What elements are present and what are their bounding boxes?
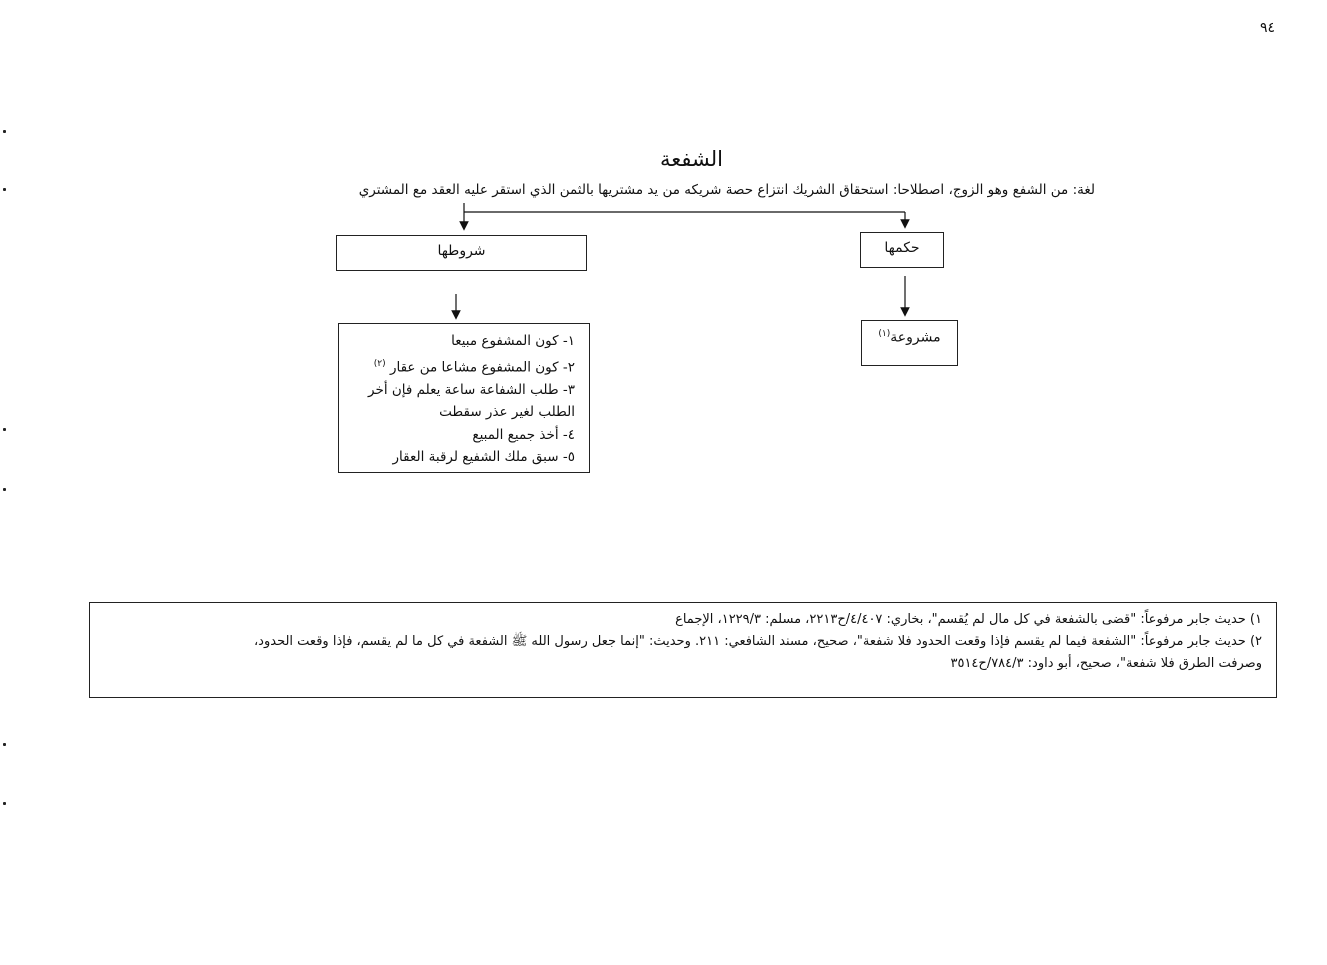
condition-item <box>345 446 575 469</box>
footnote-2-continued: وصرفت الطرق فلا شفعة"، صحيح، أبو داود: ٧٨٤/٣/ح٣٥١٤ <box>950 656 1262 671</box>
conditions-box <box>338 323 590 473</box>
condition-item <box>345 330 575 353</box>
condition-text: ٥- سبق ملك الشفيع لرقبة العقار <box>392 449 575 465</box>
footnote-marker: (١) <box>878 329 891 339</box>
footnotes-box <box>89 602 1277 698</box>
page-title: الشفعة <box>660 147 723 171</box>
footnote-2: ٢) حديث جابر مرفوعاً: "الشفعة فيما لم يقسم فإذا وقعت الحدود فلا شفعة"، صحيح، مسند الشافعي: ٢١١. وحديث: "إنما جعل رسول الله ﷺ الشفعة في كل ما لم يقسم، فإذا وقعت الحدود، <box>253 634 1262 649</box>
condition-item <box>345 424 575 447</box>
shurutuha-box <box>336 235 587 271</box>
margin-mark <box>3 428 6 431</box>
hukmuha-label: حكمها <box>884 240 920 256</box>
page-number: ٩٤ <box>1259 20 1275 36</box>
margin-mark <box>3 802 6 805</box>
condition-text: ٤- أخذ جميع المبيع <box>472 426 575 443</box>
footnote-1: ١) حديث جابر مرفوعاً: "قضى بالشفعة في كل مال لم يُقسم"، بخاري: ٤/٤٠٧/ح٢٢١٣، مسلم: ١٢٢٩/٣، الإجماع <box>675 612 1262 627</box>
condition-text: الطلب لغير عذر سقطت <box>439 404 575 420</box>
shurutuha-label: شروطها <box>437 243 486 259</box>
mashruah-label: مشروعة <box>890 329 941 346</box>
hukmuha-box <box>860 232 944 268</box>
margin-mark <box>3 743 6 746</box>
margin-mark <box>3 488 6 491</box>
mashruah-box <box>861 320 958 366</box>
margin-mark <box>3 130 6 133</box>
condition-text: ٣- طلب الشفاعة ساعة يعلم فإن أخر <box>368 381 575 398</box>
condition-item <box>345 401 575 424</box>
mashruah-label-wrap <box>862 329 957 346</box>
margin-mark <box>3 188 6 191</box>
condition-text: ٢- كون المشفوع مشاعا من عقار <box>389 359 575 375</box>
footnote-marker: (٢) <box>373 358 386 369</box>
footnotes <box>102 609 1262 675</box>
condition-text: ١- كون المشفوع مبيعا <box>451 333 575 349</box>
condition-item <box>345 379 575 402</box>
condition-item <box>345 353 575 379</box>
conditions-list <box>345 330 575 469</box>
definition-text: لغة: من الشفع وهو الزوج، اصطلاحا: استحقاق الشريك انتزاع حصة شريكه من يد مشتريها بالثمن الذي استقر عليه العقد مع المشتري <box>358 182 1095 198</box>
